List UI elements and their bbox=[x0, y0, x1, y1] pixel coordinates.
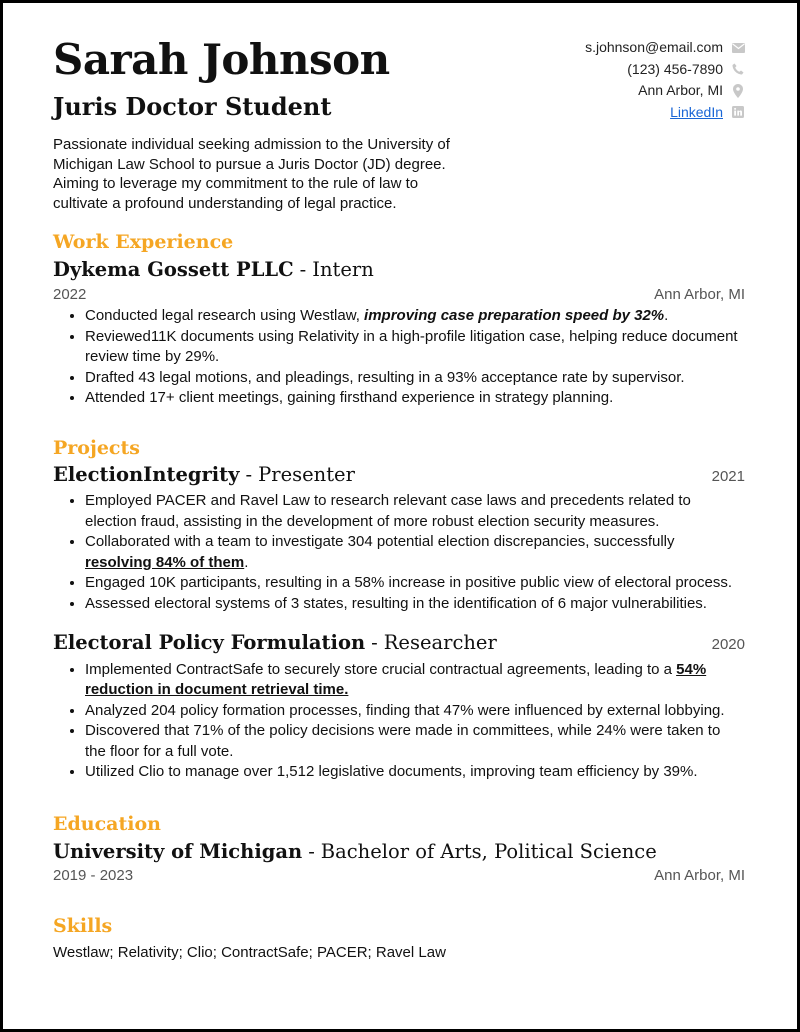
bullet-emphasis: improving case preparation speed by 32% bbox=[364, 307, 665, 325]
work-location: Ann Arbor, MI bbox=[654, 286, 745, 304]
contact-linkedin bbox=[585, 102, 745, 124]
section-education bbox=[53, 813, 745, 885]
project-name: ElectionIntegrity bbox=[53, 462, 240, 486]
work-org: Dykema Gossett PLLC bbox=[53, 258, 294, 281]
project-name: Electoral Policy Formulation bbox=[53, 631, 366, 655]
list-item: • Analyzed 204 policy formation processes, finding that 47% were influenced by external lobbying. bbox=[85, 701, 745, 722]
field-of-study: Political Science bbox=[494, 839, 657, 863]
phone-icon bbox=[731, 62, 745, 76]
bullet-text: . bbox=[244, 553, 249, 571]
candidate-headline: Juris Doctor Student bbox=[53, 92, 332, 121]
title-separator: - bbox=[371, 631, 378, 655]
list-item: • Engaged 10K participants, resulting in a 58% increase in positive public view of electoral process. bbox=[85, 573, 745, 594]
project-entry-title bbox=[53, 464, 355, 485]
education-entry-title bbox=[53, 841, 657, 862]
list-item: • Utilized Clio to manage over 1,512 legislative documents, improving team efficiency by 39%. bbox=[85, 762, 745, 783]
bullet-text: Collaborated with a team to investigate 304 potential election discrepancies, successfully bbox=[85, 533, 675, 551]
bullet-text: Implemented ContractSafe to securely store crucial contractual agreements, leading to a bbox=[85, 660, 677, 678]
project-entry-header bbox=[53, 632, 745, 653]
title-separator: - bbox=[245, 462, 253, 486]
bullet-text: . bbox=[664, 307, 669, 325]
resume-header bbox=[53, 35, 745, 129]
education-meta-row bbox=[53, 867, 745, 885]
section-work-experience bbox=[53, 231, 745, 409]
project-entry-header bbox=[53, 464, 745, 485]
work-role: Intern bbox=[312, 258, 374, 281]
education-entry-header bbox=[53, 841, 745, 862]
location-text: Ann Arbor, MI bbox=[638, 82, 723, 98]
contact-block bbox=[585, 37, 745, 123]
bullet-emphasis: 54% reduction in document retrieval time. bbox=[85, 660, 707, 699]
list-item: • Reviewed11K documents using Relativity in a high-profile litigation case, helping reduce document review time by 29%. bbox=[85, 327, 745, 368]
work-entry-title bbox=[53, 259, 374, 280]
project-date: 2021 bbox=[711, 467, 745, 485]
project-bullets bbox=[53, 660, 745, 783]
bullet-text: Conducted legal research using Westlaw, bbox=[85, 307, 365, 325]
phone-text: (123) 456-7890 bbox=[627, 60, 723, 77]
degree: Bachelor of Arts, bbox=[320, 839, 488, 863]
bullet-emphasis: resolving 84% of them bbox=[85, 553, 245, 571]
work-entry-header bbox=[53, 259, 745, 280]
project-role: Researcher bbox=[383, 631, 497, 655]
list-item: • Assessed electoral systems of 3 states, resulting in the identification of 6 major vulnerabilities. bbox=[85, 594, 745, 615]
section-title-projects: Projects bbox=[53, 436, 140, 459]
work-date: 2022 bbox=[53, 286, 87, 304]
map-pin-icon bbox=[731, 84, 745, 98]
list-item: • Discovered that 71% of the policy decisions were made in committees, while 24% were taken to the floor for a full vote. bbox=[85, 721, 745, 762]
candidate-name: Sarah Johnson bbox=[53, 35, 390, 84]
contact-email bbox=[585, 37, 745, 59]
section-title-skills: Skills bbox=[53, 915, 113, 938]
section-title-work: Work Experience bbox=[53, 231, 234, 253]
list-item: • Drafted 43 legal motions, and pleadings, resulting in a 93% acceptance rate by supervisor. bbox=[85, 368, 745, 389]
skills-list: Westlaw; Relativity; Clio; ContractSafe; PACER; Ravel Law bbox=[53, 944, 446, 962]
project-entry-title bbox=[53, 632, 497, 653]
section-skills bbox=[53, 915, 745, 963]
education-location: Ann Arbor, MI bbox=[654, 867, 745, 885]
list-item: • Employed PACER and Ravel Law to research relevant case laws and precedents related to election fraud, assisting in the development of more robust election security measures. bbox=[85, 491, 745, 532]
profile-summary: Passionate individual seeking admission to the University of Michigan Law School to pursue a Juris Doctor (JD) degree. Aiming to leverage my commitment to the rule of law to cultivate a profound understanding of legal practice. bbox=[53, 136, 450, 212]
title-separator: - bbox=[299, 258, 307, 281]
project-date: 2020 bbox=[711, 636, 745, 654]
linkedin-icon bbox=[731, 105, 745, 119]
education-date: 2019 - 2023 bbox=[53, 867, 134, 885]
section-projects bbox=[53, 437, 745, 783]
work-meta-row bbox=[53, 286, 745, 304]
project-role: Presenter bbox=[258, 462, 355, 486]
contact-location bbox=[585, 80, 745, 102]
list-item bbox=[85, 660, 745, 701]
email-text: s.johnson@email.com bbox=[585, 39, 723, 55]
linkedin-link[interactable]: LinkedIn bbox=[670, 103, 723, 120]
work-bullets bbox=[53, 306, 745, 409]
list-item bbox=[85, 306, 745, 327]
envelope-icon bbox=[731, 41, 745, 55]
project-bullets bbox=[53, 491, 745, 614]
title-separator: - bbox=[308, 839, 315, 863]
contact-phone bbox=[585, 59, 745, 81]
list-item bbox=[85, 532, 745, 573]
list-item: • Attended 17+ client meetings, gaining firsthand experience in strategy planning. bbox=[85, 388, 745, 409]
section-title-education: Education bbox=[53, 812, 161, 835]
school-name: University of Michigan bbox=[53, 839, 303, 863]
